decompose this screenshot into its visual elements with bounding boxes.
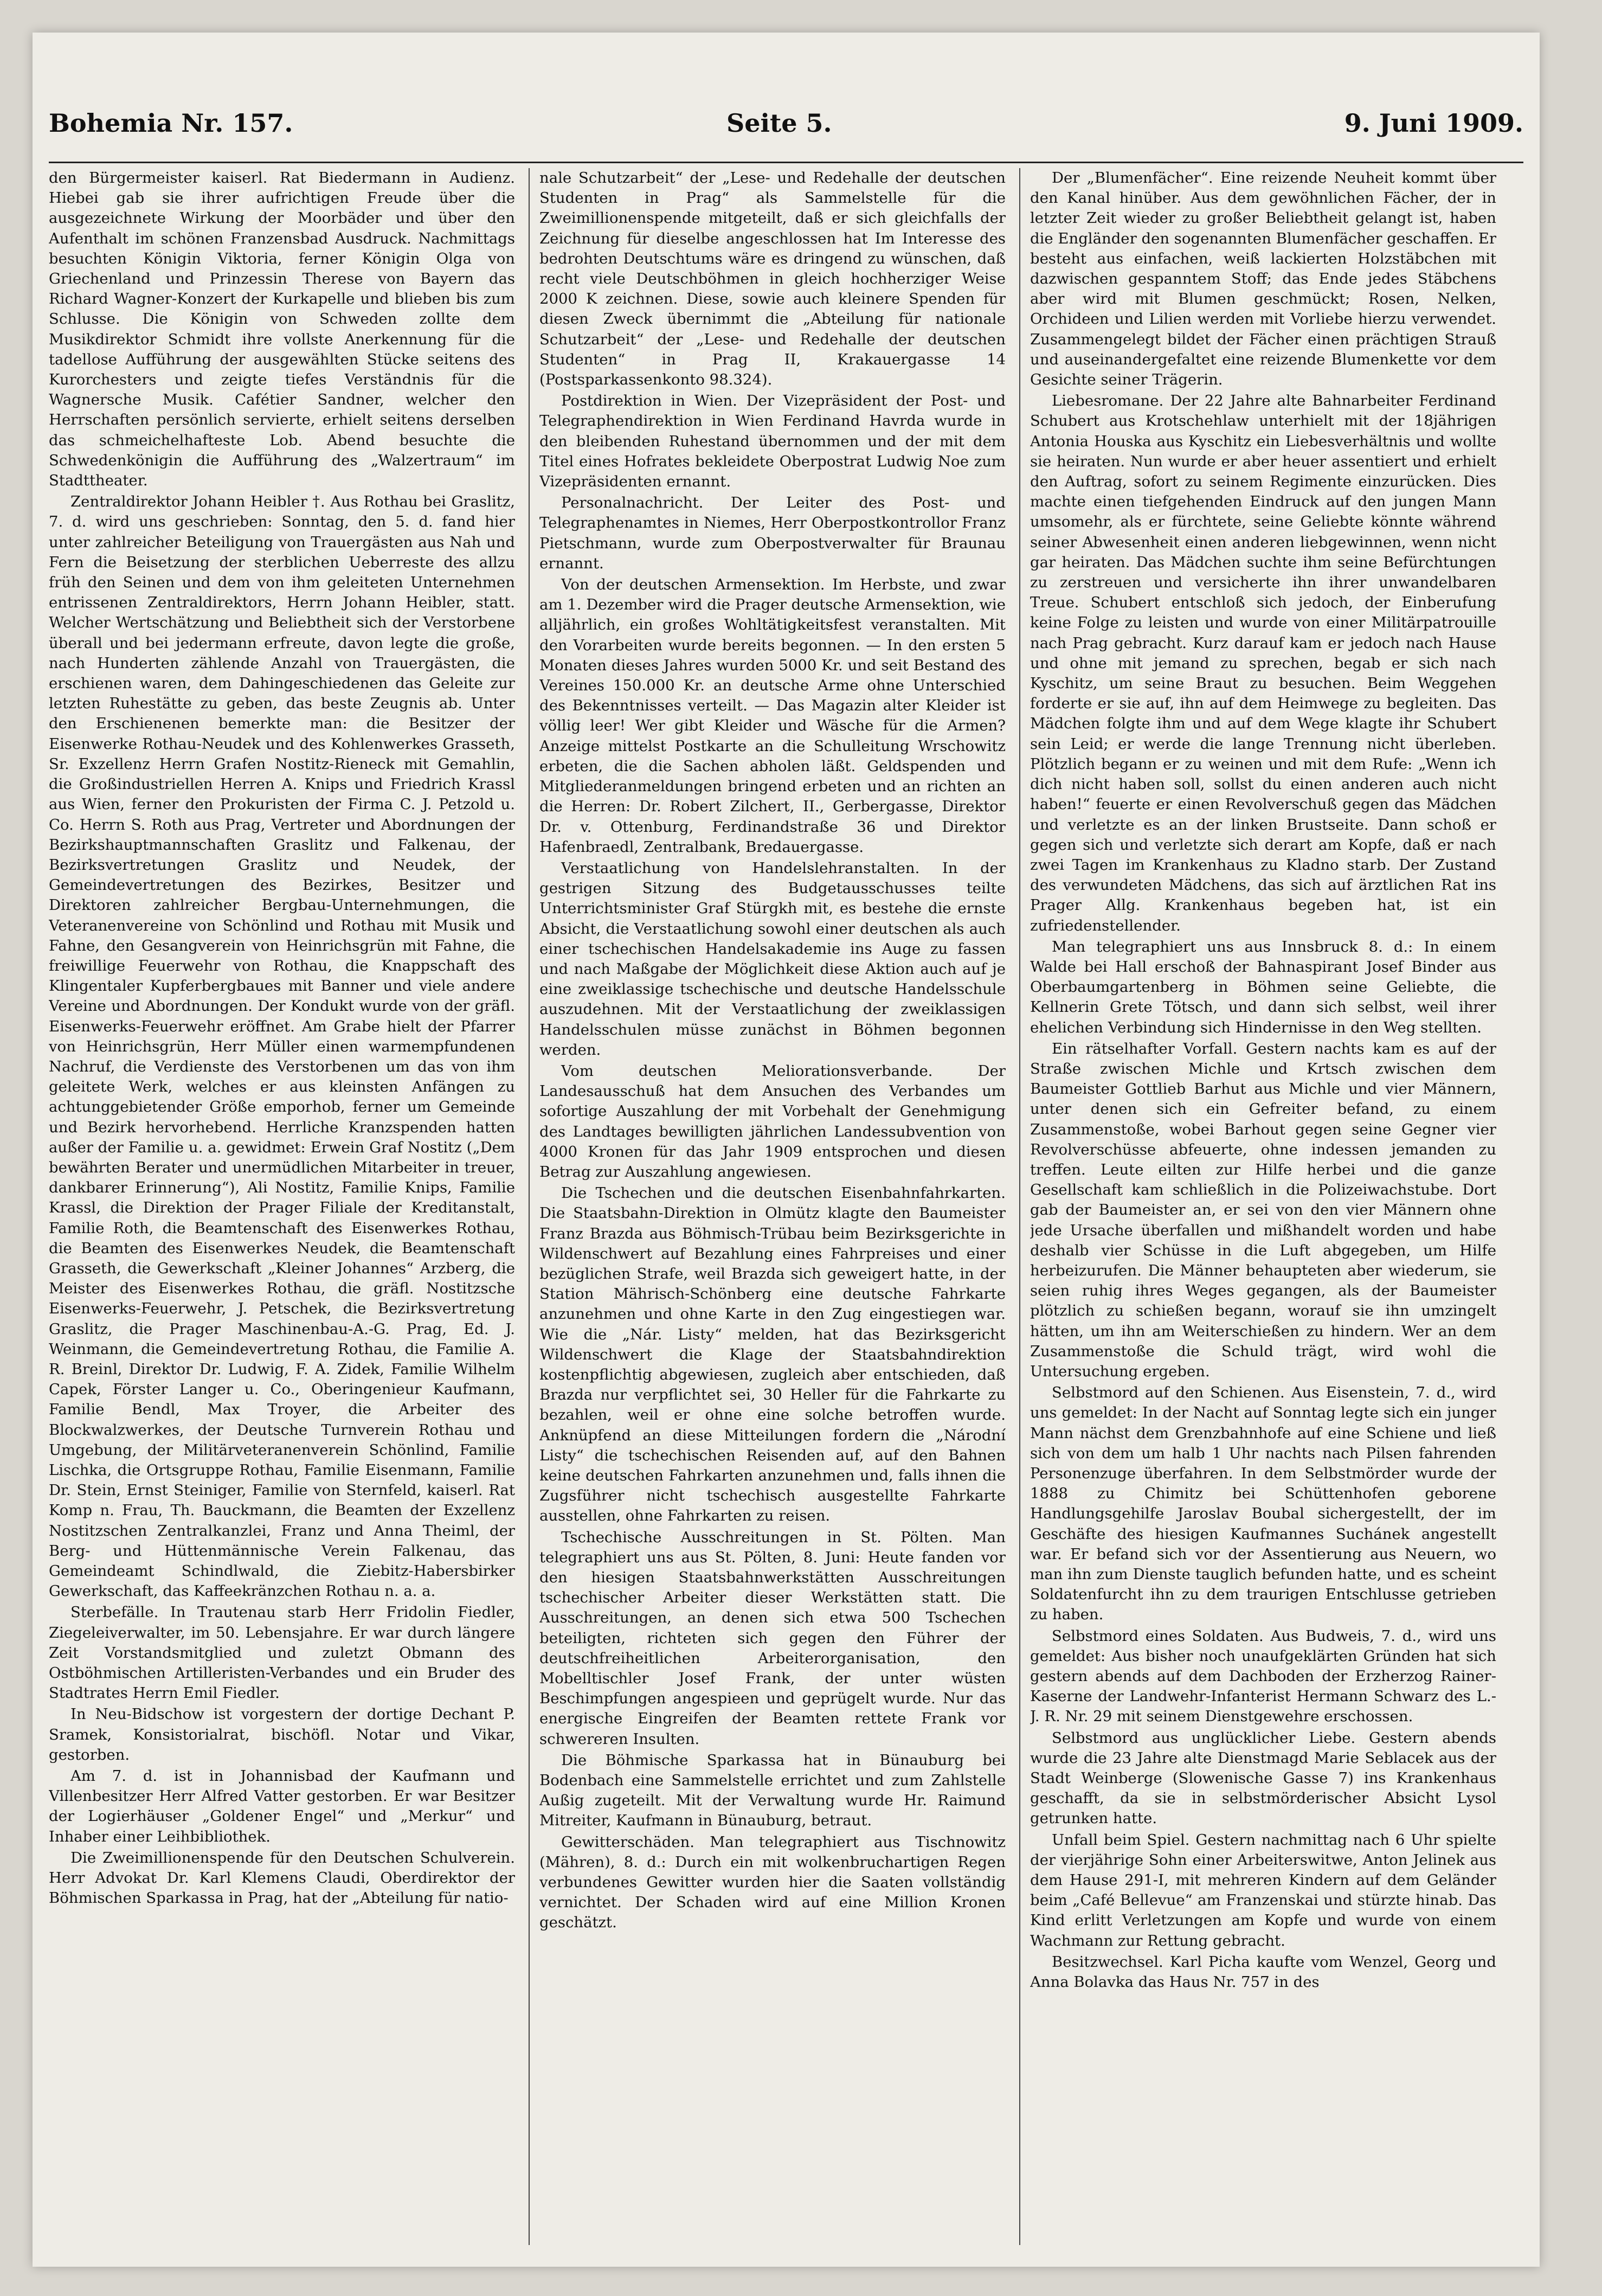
article-paragraph: Die Böhmische Sparkassa hat in Bünauburg bei Bodenbach eine Sammelstelle errichtet und zum Zahlstelle Außig zugeteilt. Mit der Verwaltung wurde Hr. Raimund Mitreiter, Kaufmann in Bünauburg, betraut. (539, 1751, 1006, 1830)
article-paragraph: den Bürgermeister kaiserl. Rat Biedermann in Audienz. Hiebei gab sie ihrer aufrichtigen Freude über die ausgezeichnete Wirkung der Moorbäder und über den Aufenthalt im schönen Franzensbad Ausdruck. Nachmittags besuchten Königin Viktoria, ferner Königin Olga von Griechenland und Prinzessin Therese von Bayern das Richard Wagner-Konzert der Kurkapelle und blieben bis zum Schlusse. Die Königin von Schweden zollte dem Musikdirektor Schmidt ihre vollste Anerkennung für die tadellose Aufführung der ausgewählten Stücke seitens des Kurorchesters und zeigte tiefes Verständnis für die Wagnersche Musik. Cafétier Sandner, welcher den Herrschaften persönlich servierte, erhielt seitens derselben das schmeichelhafteste Lob. Abend besuchte die Schwedenkönigin die Aufführung des „Walzertraum“ im Stadttheater. (49, 169, 515, 490)
article-paragraph: Ein rätselhafter Vorfall. Gestern nachts kam es auf der Straße zwischen Michle und Krtsch zwischen dem Baumeister Gottlieb Barhut aus Michle und vier Männern, unter denen sich ein Gefreiter befand, zu einem Zusammenstoße, wobei Barhout gegen seine Gegner vier Revolverschüsse abfeuerte, ohne indessen jemanden zu treffen. Leute eilten zur Hilfe herbei und die ganze Gesellschaft kam schließlich in die Polizeiwachstube. Dort gab der Baumeister an, er sei von den vier Männern ohne jede Ursache überfallen und mißhandelt worden und habe deshalb vier Schüsse in die Luft abgegeben, um Hilfe herbeizurufen. Die Männer behaupteten aber wiederum, sie seien ruhig ihres Weges gegangen, als der Baumeister plötzlich zu schießen begann, worauf sie ihn umzingelt hätten, um ihn am Weiterschießen zu hindern. Wer an dem Zusammenstoße die Schuld trägt, wird wohl die Untersuchung ergeben. (1030, 1040, 1496, 1380)
article-paragraph: Die Zweimillionenspende für den Deutschen Schulverein. Herr Advokat Dr. Karl Klemens Claudi, Oberdirektor der Böhmischen Sparkassa in Prag, hat der „Abteilung für natio- (49, 1849, 515, 1907)
article-paragraph: Die Tschechen und die deutschen Eisenbahnfahrkarten. Die Staatsbahn-Direktion in Olmütz klagte den Baumeister Franz Brazda aus Böhmisch-Trübau beim Bezirksgerichte in Wildenschwert auf Bezahlung eines Fahrpreises und einer bezüglichen Strafe, weil Brazda sich geweigert hatte, in der Station Mährisch-Schönberg eine deutsche Fahrkarte anzunehmen und ohne Karte in den Zug eingestiegen war. Wie die „Nár. Listy“ melden, hat das Bezirksgericht Wildenschwert die Klage der Staatsbahndirektion kostenpflichtig abgewiesen, zugleich aber entschieden, daß Brazda nur verpflichtet sei, 30 Heller für die Fahrkarte zu bezahlen, weil er ohne eine solche betroffen wurde. Anknüpfend an diese Mitteilungen fordern die „Národní Listy“ die tschechischen Reisenden auf, auf den Bahnen keine deutschen Fahrkarten anzunehmen und, falls ihnen die Zugsführer nicht tschechisch ausgestellte Fahrkarte ausstellen, ohne Fahrkarten zu reisen. (539, 1184, 1006, 1525)
article-paragraph: Am 7. d. ist in Johannisbad der Kaufmann und Villenbesitzer Herr Alfred Vatter gestorben. Er war Besitzer der Logierhäuser „Goldener Engel“ und „Merkur“ und Inhaber einer Leihbibliothek. (49, 1767, 515, 1845)
article-paragraph: Personalnachricht. Der Leiter des Post- und Telegraphenamtes in Niemes, Herr Oberpostkontrollor Franz Pietschmann, wurde zum Oberpostverwalter für Braunau ernannt. (539, 494, 1006, 572)
article-paragraph: Selbstmord auf den Schienen. Aus Eisenstein, 7. d., wird uns gemeldet: In der Nacht auf Sonntag legte sich ein junger Mann nächst dem Grenzbahnhofe auf eine Schiene und ließ sich von dem um halb 1 Uhr nachts nach Pilsen fahrenden Personenzuge überfahren. In dem Selbstmörder wurde der 1888 zu Chimitz bei Schüttenhofen geborene Handlungsgehilfe Jaroslav Boubal sichergestellt, der im Geschäfte des hiesigen Kaufmannes Suchánek angestellt war. Er befand sich vor der Assentierung aus Neuern, wo man ihn zum Dienste tauglich befunden hatte, und es scheint Soldatenfurcht ihn zu dem traurigen Entschlusse getrieben zu haben. (1030, 1384, 1496, 1624)
article-columns (49, 168, 1513, 2245)
article-paragraph: Postdirektion in Wien. Der Vizepräsident der Post- und Telegraphendirektion in Wien Ferdinand Havrda wurde in den bleibenden Ruhestand übernommen und der mit dem Titel eines Hofrates bekleidete Oberpostrat Ludwig Noe zum Vizepräsidenten ernannt. (539, 392, 1006, 491)
page-header (49, 108, 1523, 152)
article-paragraph: Vom deutschen Meliorationsverbande. Der Landesausschuß hat dem Ansuchen des Verbandes um sofortige Auszahlung der mit Vorbehalt der Genehmigung des Landtages bewilligten jährlichen Landessubvention von 4000 Kronen für das Jahr 1909 entsprochen und diesen Betrag zur Auszahlung angewiesen. (539, 1062, 1006, 1181)
article-paragraph: Verstaatlichung von Handelslehranstalten. In der gestrigen Sitzung des Budgetausschusses teilte Unterrichtsminister Graf Stürgkh mit, es bestehe die ernste Absicht, die Verstaatlichung sowohl einer deutschen als auch einer tschechischen Handelsakademie ins Auge zu fassen und nach Maßgabe der Möglichkeit diese Aktion auch auf je eine zweiklassige tschechische und deutsche Handelsschule auszudehnen. Mit der Verstaatlichung der zweiklassigen Handelsschulen müsse zunächst in Böhmen begonnen werden. (539, 859, 1006, 1059)
column-divider (529, 168, 530, 2245)
article-paragraph: Besitzwechsel. Karl Picha kaufte vom Wenzel, Georg und Anna Bolavka das Haus Nr. 757 in des (1030, 1953, 1496, 1991)
column-divider (1019, 168, 1020, 2245)
article-paragraph: Sterbefälle. In Trautenau starb Herr Fridolin Fiedler, Ziegeleiverwalter, im 50. Lebensjahre. Er war durch längere Zeit Vorstandsmitglied und zuletzt Obmann des Ostböhmischen Artilleristen-Verbandes und ein Bruder des Stadtrates Herrn Emil Fiedler. (49, 1604, 515, 1702)
article-paragraph: Der „Blumenfächer“. Eine reizende Neuheit kommt über den Kanal hinüber. Aus dem gewöhnlichen Fächer, der in letzter Zeit wieder zu großer Beliebtheit gelangt ist, haben die Engländer den sogenannten Blumenfächer geschaffen. Er besteht aus einfachen, weiß lackierten Holzstäbchen mit dazwischen gespanntem Stoff; das Ende jedes Stäbchens aber wird mit Blumen geschmückt; Rosen, Nelken, Orchideen und Lilien werden mit Vorliebe hierzu verwendet. Zusammengelegt bildet der Fächer einen prächtigen Strauß und auseinandergefaltet eine reizende Blumenkette vor dem Gesichte seiner Trägerin. (1030, 169, 1496, 389)
article-paragraph: Zentraldirektor Johann Heibler †. Aus Rothau bei Graslitz, 7. d. wird uns geschrieben: Sonntag, den 5. d. fand hier unter zahlreicher Beteiligung von Trauergästen aus Nah und Fern die Beisetzung der sterblichen Ueberreste des allzu früh den Seinen und dem von ihm geleiteten Unternehmen entrissenen Zentraldirektors, Herrn Johann Heibler, statt. Welcher Wertschätzung und Beliebtheit sich der Verstorbene überall und bei jedermann erfreute, davon legte die große, nach Hunderten zählende Anzahl von Trauergästen, die erschienen waren, dem Dahingeschiedenen das Geleite zur letzten Ruhestätte zu geben, das beste Zeugnis ab. Unter den Erschienenen bemerkte man: die Besitzer der Eisenwerke Rothau-Neudek und des Kohlenwerkes Grasseth, Sr. Exzellenz Herrn Grafen Nostitz-Rieneck mit Gemahlin, die Großindustriellen Herren A. Knips und Friedrich Krassl aus Wien, ferner den Prokuristen der Firma C. J. Petzold u. Co. Herrn S. Roth aus Prag, Vertreter und Abordnungen der Bezirkshauptmannschaften Graslitz und Falkenau, der Bezirksvertretungen Graslitz und Neudek, der Gemeindevertretungen des Bezirkes, Besitzer und Direktoren zahlreicher Bergbau-Unternehmungen, die Veteranenvereine von Schönlind und Rothau mit Musik und Fahne, den Gesangverein von Heinrichsgrün mit Fahne, die freiwillige Feuerwehr von Rothau, die Knappschaft des Klingentaler Kupferbergbaues mit Banner und viele andere Vereine und Abordnungen. Der Kondukt wurde von der gräfl. Eisenwerks-Feuerwehr eröffnet. Am Grabe hielt der Pfarrer von Heinrichsgrün, Herr Müller einen warmempfundenen Nachruf, die Verdienste des Verstorbenen um das von ihm geleitete Werk, welches er aus kleinsten Anfängen zu achtunggebietender Größe emporhob, ferner um Gemeinde und Bezirk hervorhebend. Herrliche Kranzspenden hatten außer der Familie u. a. gewidmet: Erwein Graf Nostitz („Dem bewährten Berater und unermüdlichen Mitarbeiter in treuer, dankbarer Erinnerung“), Ali Nostitz, Familie Knips, Familie Krassl, die Direktion der Prager Filiale der Kreditanstalt, Familie Roth, die Beamtenschaft des Eisenwerkes Rothau, die Beamten des Eisenwerkes Neudek, die Beamtenschaft Grasseth, die Gewerkschaft „Kleiner Johannes“ Arzberg, die Meister des Eisenwerkes Rothau, die gräfl. Nostitzsche Eisenwerks-Feuerwehr, J. Petschek, die Bezirksvertretung Graslitz, die Prager Maschinenbau-A.-G. Prag, Ed. J. Weinmann, die Gemeindevertretung Rothau, die Familie A. R. Breinl, Direktor Dr. Ludwig, F. A. Zidek, Familie Wilhelm Capek, Förster Langer u. Co., Oberingenieur Kaufmann, Familie Bendl, Max Troyer, die Arbeiter des Blockwalzwerkes, der Deutsche Turnverein Rothau und Umgebung, der Militärveteranenverein Schönlind, Familie Lischka, die Ortsgruppe Rothau, Familie Eisenmann, Familie Dr. Stein, Ernst Steiniger, Familie von Sternfeld, kaiserl. Rat Komp n. Frau, Th. Bauckmann, die Beamten der Exzellenz Nostitzschen Zentralkanzlei, Franz und Anna Theiml, der Berg- und Hüttenmännische Verein Falkenau, das Gemeindeamt Schindlwald, die Ziebitz-Habersbirker Gewerkschaft, das Kaffeekränzchen Rothau n. a. a. (49, 493, 515, 1600)
article-paragraph: nale Schutzarbeit“ der „Lese- und Redehalle der deutschen Studenten in Prag“ als Sammelstelle für die Zweimillionenspende mitgeteilt, daß er sich gleichfalls der Zeichnung für dieselbe angeschlossen hat Im Interesse des bedrohten Deutschtums wäre es dringend zu wünschen, daß recht viele Deutschböhmen in gleich hochherziger Weise 2000 K zeichnen. Diese, sowie auch kleinere Spenden für diesen Zweck übernimmt die „Abteilung für nationale Schutzarbeit“ der „Lese- und Redehalle der deutschen Studenten“ in Prag II, Krakauergasse 14 (Postsparkassenkonto 98.324). (539, 169, 1006, 389)
column-1 (49, 168, 515, 2245)
article-paragraph: Gewitterschäden. Man telegraphiert aus Tischnowitz (Mähren), 8. d.: Durch ein mit wolkenbruchartigen Regen verbundenes Gewitter wurden hier die Saaten vollständig vernichtet. Der Schaden wird auf eine Million Kronen geschätzt. (539, 1833, 1006, 1932)
article-paragraph: Man telegraphiert uns aus Innsbruck 8. d.: In einem Walde bei Hall erschoß der Bahnaspirant Josef Binder aus Oberbaumgartenberg in Böhmen seine Geliebte, die Kellnerin Grete Tötsch, und dann sich selbst, weil ihrer ehelichen Verbindung sich Hindernisse in den Weg stellten. (1030, 938, 1496, 1036)
column-2 (539, 168, 1006, 2245)
article-paragraph: In Neu-Bidschow ist vorgestern der dortige Dechant P. Sramek, Konsistorialrat, bischöfl. Notar und Vikar, gestorben. (49, 1705, 515, 1763)
article-paragraph: Tschechische Ausschreitungen in St. Pölten. Man telegraphiert uns aus St. Pölten, 8. Juni: Heute fanden vor den hiesigen Staatsbahnwerkstätten Ausschreitungen tschechischer Arbeiter dieser Werkstätten statt. Die Ausschreitungen, an denen sich etwa 500 Tschechen beteiligten, richteten sich gegen den Führer der deutschfreiheitlichen Arbeiterorganisation, den Mobelltischler Josef Frank, der unter wüsten Beschimpfungen angespieen und geprügelt wurde. Nur das energische Eingreifen der Beamten rettete Frank vor schwereren Insulten. (539, 1528, 1006, 1748)
article-paragraph: Von der deutschen Armensektion. Im Herbste, und zwar am 1. Dezember wird die Prager deutsche Armensektion, wie alljährlich, ein großes Wohltätigkeitsfest veranstalten. Mit den Vorarbeiten wurde bereits begonnen. — In den ersten 5 Monaten dieses Jahres wurden 5000 Kr. und seit Bestand des Vereines 150.000 Kr. an deutsche Arme ohne Unterschied des Bekenntnisses verteilt. — Das Magazin alter Kleider ist völlig leer! Wer gibt Kleider und Wäsche für die Armen? Anzeige mittelst Postkarte an die Schulleitung Wrschowitz erbeten, die die Sachen abholen läßt. Geldspenden und Mitgliederanmeldungen bringend erbeten und an richten an die Herren: Dr. Robert Zilchert, II., Gerbergasse, Direktor Dr. v. Ottenburg, Ferdinandstraße 36 und Direktor Hafenbraedl, Zentralbank, Bredauergasse. (539, 576, 1006, 856)
page-number: Seite 5. (726, 108, 832, 138)
article-paragraph: Selbstmord eines Soldaten. Aus Budweis, 7. d., wird uns gemeldet: Aus bisher noch unaufgeklärten Gründen hat sich gestern abends auf dem Dachboden der Erzherzog Rainer-Kaserne der Landwehr-Infanterist Hermann Schwarz des L.-J. R. Nr. 29 mit seinem Dienstgewehre erschossen. (1030, 1627, 1496, 1726)
newspaper-page (33, 33, 1540, 2267)
article-paragraph: Selbstmord aus unglücklicher Liebe. Gestern abends wurde die 23 Jahre alte Dienstmagd Marie Seblacek aus der Stadt Weinberge (Slowenische Gasse 7) ins Krankenhaus geschafft, da sie in selbstmörderischer Absicht Lysol getrunken hatte. (1030, 1729, 1496, 1827)
article-paragraph: Liebesromane. Der 22 Jahre alte Bahnarbeiter Ferdinand Schubert aus Krotschehlaw unterhielt mit der 18jährigen Antonia Houska aus Kyschitz ein Liebesverhältnis und wollte sie heiraten. Nun wurde er aber heuer assentiert und erhielt den Auftrag, sofort zu seinem Regimente einzurücken. Dies machte einen tiefgehenden Eindruck auf den jungen Mann umsomehr, als er fürchtete, seine Geliebte könnte während seiner Abwesenheit einen anderen liebgewinnen, wenn nicht gar heiraten. Das Mädchen suchte ihm seine Befürchtungen zu zerstreuen und versicherte ihn ihrer unwandelbaren Treue. Schubert entschloß sich jedoch, der Einberufung keine Folge zu leisten und wurde von einer Militärpatrouille nach Prag gebracht. Kurz darauf kam er jedoch nach Hause und ohne mit jemand zu sprechen, begab er sich nach Kyschitz, um seine Braut zu besuchen. Beim Weggehen forderte er sie auf, ihn auf dem Heimwege zu begleiten. Das Mädchen folgte ihm und auf dem Wege klagte ihr Schubert sein Leid; er werde die lange Trennung nicht überleben. Plötzlich begann er zu weinen und mit dem Rufe: „Wenn ich dich nicht haben soll, sollst du einen anderen auch nicht haben!“ feuerte er einen Revolverschuß gegen das Mädchen und verletzte es an der linken Brustseite. Dann schoß er gegen sich und verletzte sich derart am Kopfe, daß er nach zwei Tagen im Krankenhaus zu Kladno starb. Der Zustand des verwundeten Mädchens, das sich auf ärztlichen Rat ins Prager Allg. Krankenhaus begeben hat, ist ein zufriedenstellender. (1030, 392, 1496, 934)
article-paragraph: Unfall beim Spiel. Gestern nachmittag nach 6 Uhr spielte der vierjährige Sohn einer Arbeiterswitwe, Anton Jelinek aus dem Hause 291-I, mit mehreren Kindern auf dem Geländer beim „Café Bellevue“ am Franzenskai und stürzte hinab. Das Kind erlitt Verletzungen am Kopfe und wurde von einem Wachmann zur Rettung gebracht. (1030, 1831, 1496, 1949)
header-rule (49, 162, 1523, 163)
column-3 (1030, 168, 1496, 2245)
masthead-issue: Bohemia Nr. 157. (49, 108, 293, 138)
issue-date: 9. Juni 1909. (1344, 108, 1523, 138)
